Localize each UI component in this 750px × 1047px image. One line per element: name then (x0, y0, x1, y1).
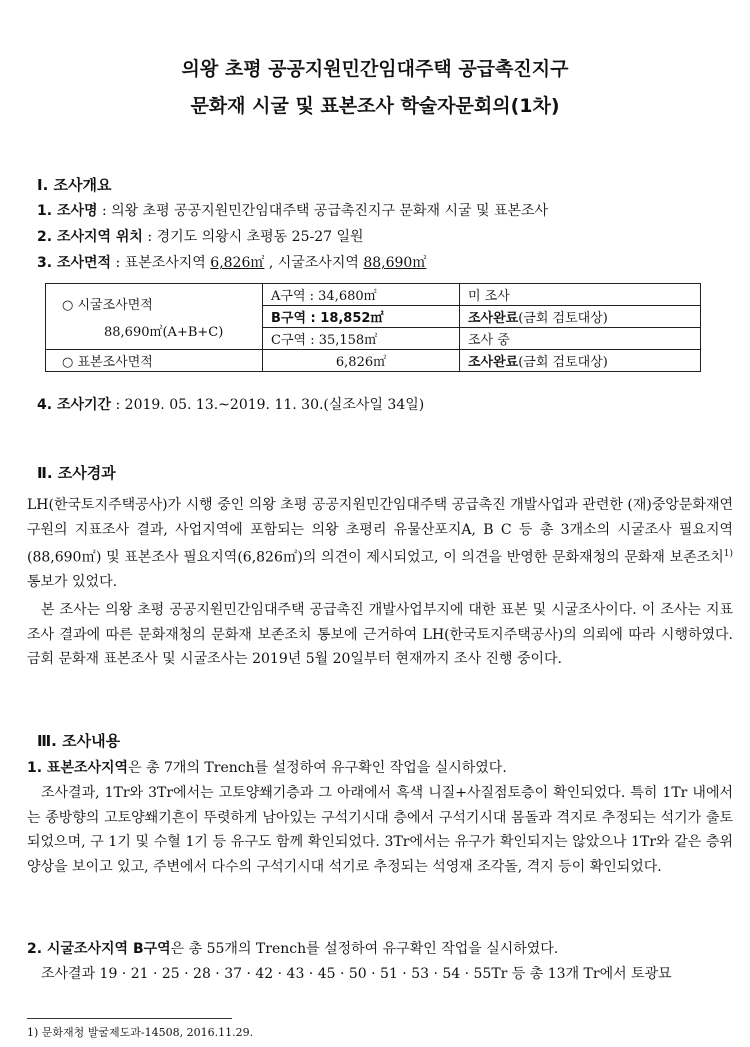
zone-a-area: A구역 : 34,680㎡ (263, 284, 460, 306)
title-line-1: 의왕 초평 공공지원민간임대주택 공급촉진지구 (181, 58, 569, 80)
trial-area-cell (46, 284, 263, 350)
section-2-paragraph-2: 본 조사는 의왕 초평 공공지원민간임대주택 공급촉진 개발사업부지에 대한 표본 및 시굴조사이다. 이 조사는 지표조사 결과에 따른 문화재청의 문화재 보존조치 통보에 근거하여 LH(한국토지주택공사)의 의뢰에 따라 시행하였다. 금회 문화재 표본조사 및 시굴조사는 2019년 5월 20일부터 현재까지 조사 진행 중이다. (27, 602, 733, 667)
sample-status-rest: (금회 검토대상) (518, 355, 608, 370)
item-2-value: 경기도 의왕시 초평동 25-27 일원 (156, 229, 364, 245)
subsection-1-title-rest: 은 총 7개의 Trench를 설정하여 유구확인 작업을 실시하였다. (128, 760, 507, 776)
item-3-num: 3. (37, 255, 57, 271)
item-3-mid: , 시굴조사지역 (264, 255, 364, 271)
item-2-num: 2. (37, 229, 57, 245)
subsection-2-title (27, 938, 558, 958)
zone-c-status: 조사 중 (460, 328, 701, 350)
trial-area-label: ○ 시굴조사면적 (62, 297, 153, 313)
zone-a-status: 미 조사 (460, 284, 701, 306)
section-2-p1-end: 통보가 있었다. (27, 574, 118, 591)
subsection-1-paragraph: 조사결과, 1Tr와 3Tr에서는 고토양쐐기층과 그 아래에서 흑색 니질+사질점토층이 확인되었다. 특히 1Tr 내에서는 종방향의 고토양쐐기흔이 뚜렷하게 남아있는 구석기시대 층에서 구석기시대 몸돌과 격지로 추정되는 석기가 출토되었으며, 구 1기 및 수혈 1기 등 유구도 함께 확인되었다. 3Tr에서는 유구가 확인되지는 않았으나 1Tr와 같은 층위 양상을 보이고 있고, 주변에서 다수의 구석기시대 석기로 추정되는 석영재 조각돌, 격지 등이 확인되었다. (27, 785, 733, 875)
trial-area-total: 88,690㎡(A+B+C) (104, 324, 224, 340)
zone-b-area: B구역 : 18,852㎡ (263, 306, 460, 328)
item-4-label: 조사기간 (56, 397, 112, 413)
item-1-sep: : (97, 203, 112, 219)
zone-b-status-bold: 조사완료 (468, 311, 519, 326)
table-row (46, 284, 701, 306)
item-4-sep: : (111, 397, 125, 413)
item-1-num: 1. (37, 203, 57, 219)
item-2-sep: : (142, 229, 157, 245)
zone-c-area: C구역 : 35,158㎡ (263, 328, 460, 350)
subsection-2-title-bold: 2. 시굴조사지역 B구역 (27, 941, 171, 957)
section-1-heading: Ⅰ. 조사개요 (37, 176, 112, 194)
footnote-ref: 1) (723, 549, 733, 559)
item-1-value: 의왕 초평 공공지원민간임대주택 공급촉진지구 문화재 시굴 및 표본조사 (111, 203, 549, 219)
sample-area-status (460, 350, 701, 372)
section-2-heading: Ⅱ. 조사경과 (37, 464, 116, 482)
item-3-sep: : (111, 255, 125, 271)
item-3-pre: 표본조사지역 (124, 255, 211, 271)
sample-area-value: 6,826㎡ (263, 350, 460, 372)
section-2-p1-text: LH(한국토지주택공사)가 시행 중인 의왕 초평 공공지원민간임대주택 공급촉진 개발사업과 관련한 (재)중앙문화재연구원의 지표조사 결과, 사업지역에 포함되는 의왕 초평리 유물산포지A, B C 등 총 3개소의 시굴조사 필요지역(88,690㎡) 및 표본조사 필요지역(6,826㎡)의 의견이 제시되었고, 이 의견을 반영한 문화재청의 문화재 보존조치 (27, 497, 733, 566)
item-1-label: 조사명 (56, 203, 98, 219)
subsection-2-title-rest: 은 총 55개의 Trench를 설정하여 유구확인 작업을 실시하였다. (170, 941, 559, 957)
item-3-value-1: 6,826㎡ (210, 255, 265, 271)
item-3 (37, 252, 426, 272)
table-row (46, 350, 701, 372)
item-2 (37, 226, 364, 246)
subsection-2-paragraph: 조사결과 19 · 21 · 25 · 28 · 37 · 42 · 43 · 45 · 50 · 51 · 53 · 54 · 55Tr 등 총 13개 Tr에서 토광묘 (41, 966, 672, 982)
subsection-1-title-bold: 1. 표본조사지역 (27, 760, 129, 776)
item-4 (37, 394, 424, 414)
footnote-divider (27, 1018, 232, 1019)
footnote: 1) 문화재청 발굴제도과-14508, 2016.11.29. (27, 1026, 254, 1039)
item-2-label: 조사지역 위치 (56, 229, 143, 245)
zone-b-status (460, 306, 701, 328)
section-2-paragraph-1 (27, 493, 733, 595)
section-3-heading: Ⅲ. 조사내용 (37, 732, 121, 750)
item-4-value: 2019. 05. 13.~2019. 11. 30.(실조사일 34일) (124, 397, 425, 413)
item-3-value-2: 88,690㎡ (363, 255, 427, 271)
subsection-1-title (27, 757, 507, 777)
item-4-num: 4. (37, 397, 57, 413)
zone-b-status-rest: (금회 검토대상) (518, 311, 608, 326)
sample-area-label: ○ 표본조사면적 (46, 350, 263, 372)
survey-area-table (45, 283, 701, 372)
sample-status-bold: 조사완료 (468, 355, 519, 370)
item-3-label: 조사면적 (56, 255, 112, 271)
item-1 (37, 200, 548, 220)
title-line-2: 문화재 시굴 및 표본조사 학술자문회의(1차) (190, 95, 560, 117)
